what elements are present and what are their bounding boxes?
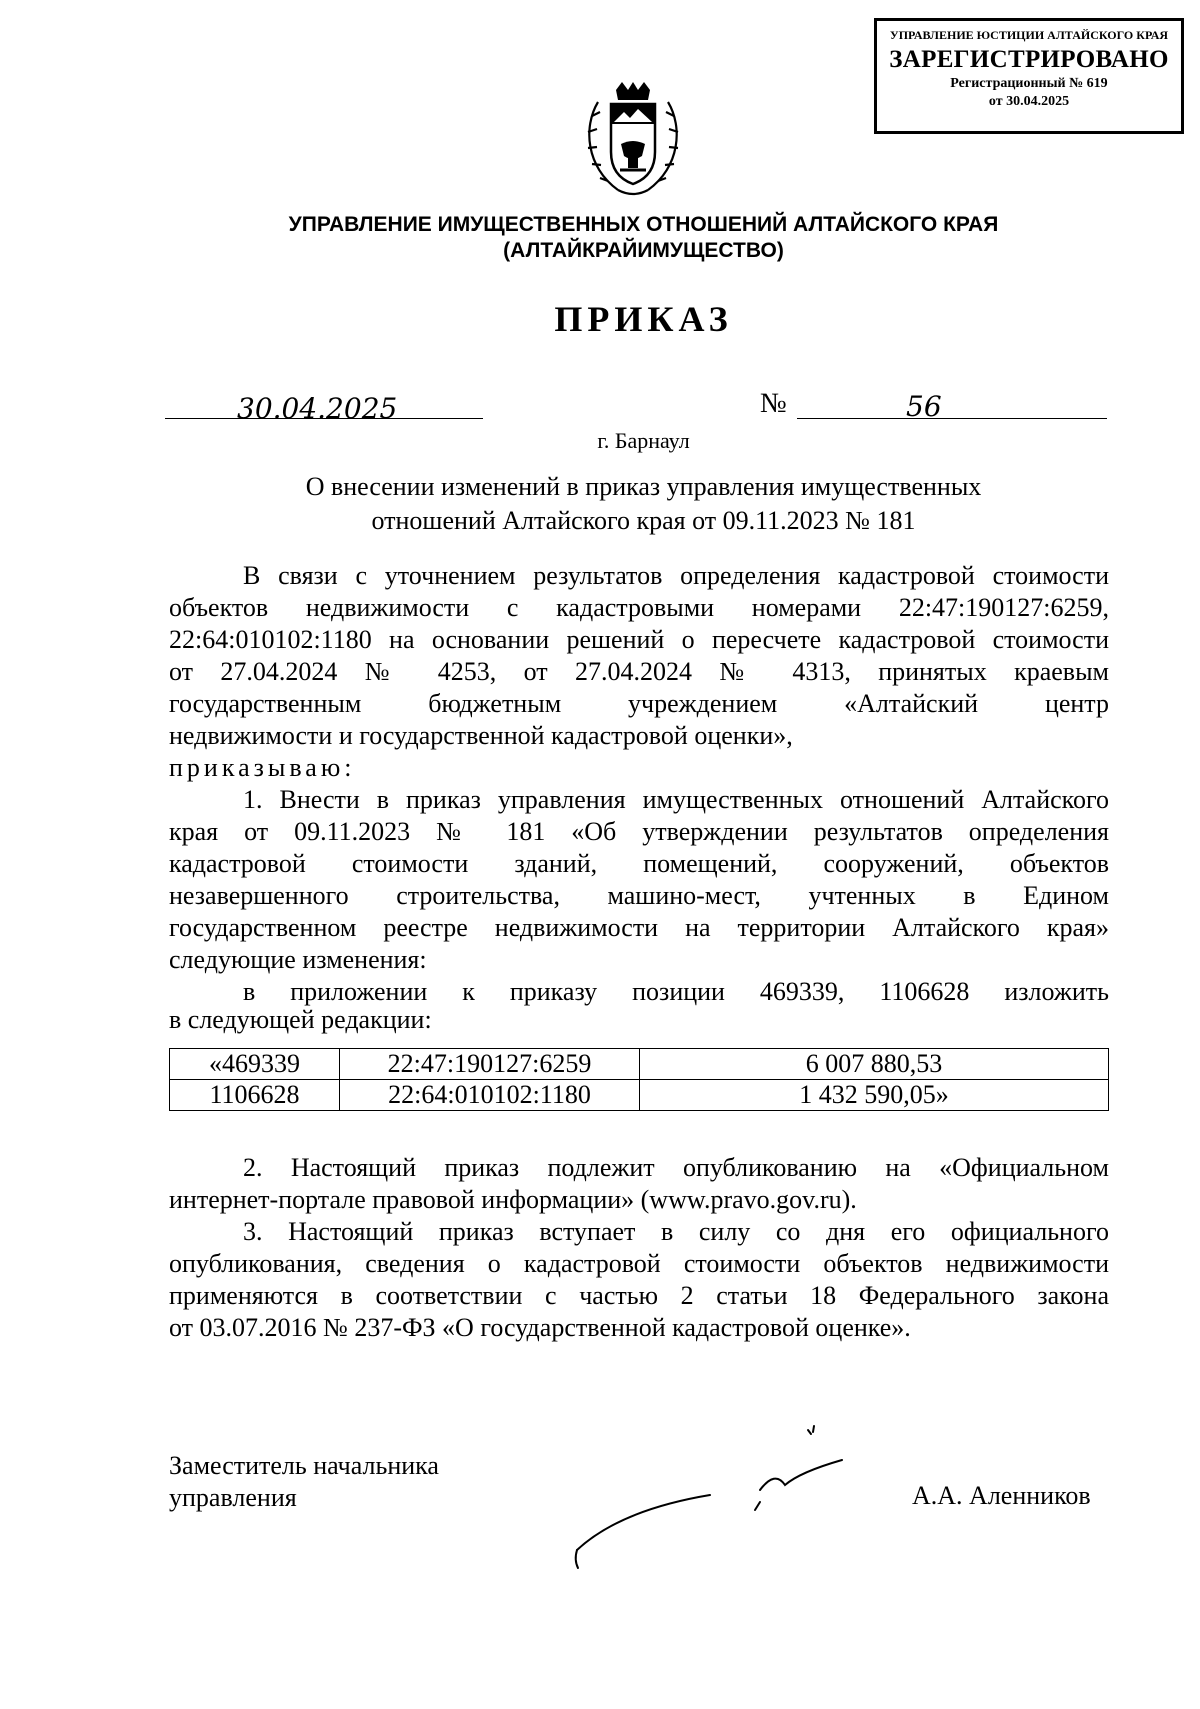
city: г. Барнаул: [597, 428, 690, 453]
table-row: [170, 1080, 1109, 1111]
item2-line: интернет-портале правовой информации» (www.pravo.gov.ru).: [169, 1185, 857, 1214]
table-row: [170, 1049, 1109, 1080]
signatory-position: [169, 1450, 439, 1514]
body-line: от 27.04.2024 № 4253, от 27.04.2024 № 4313, принятых краевым: [169, 657, 1109, 686]
stamp-status: ЗАРЕГИСТРИРОВАНО: [889, 46, 1169, 73]
stamp-authority: УПРАВЛЕНИЕ ЮСТИЦИИ АЛТАЙСКОГО КРАЯ: [889, 28, 1169, 42]
organization-name: [0, 212, 1200, 264]
order-body: [169, 560, 1109, 1032]
stamp-reg-number: Регистрационный № 619: [950, 76, 1108, 91]
item1-sub-line: в приложении к приказу позиции 469339, 1106628 изложить: [243, 977, 1109, 1006]
stamp-reg-date: от 30.04.2025: [988, 94, 1070, 109]
item3-line: применяются в соответствии с частью 2 статьи 18 Федерального закона: [169, 1281, 1109, 1310]
signatory-position-line2: управления: [169, 1483, 297, 1512]
body-line: недвижимости и государственной кадастровой оценки»,: [169, 721, 793, 750]
subject-line2: отношений Алтайского края от 09.11.2023 № 181: [371, 506, 916, 535]
table-cell-cadastral-number: 22:47:190127:6259: [340, 1049, 640, 1080]
item1-line: следующие изменения:: [169, 945, 427, 974]
item3-line: от 03.07.2016 № 237-ФЗ «О государственной кадастровой оценке».: [169, 1313, 911, 1342]
organization-name-line1: УПРАВЛЕНИЕ ИМУЩЕСТВЕННЫХ ОТНОШЕНИЙ АЛТАЙСКОГО КРАЯ: [288, 213, 999, 236]
item1-sub-line: в следующей редакции:: [169, 1005, 432, 1034]
table-cell-position: «469339: [170, 1049, 340, 1080]
document-type-title: ПРИКАЗ: [554, 299, 733, 339]
signatory-position-line1: Заместитель начальника: [169, 1451, 439, 1480]
positions-table: [169, 1048, 1109, 1111]
item1-line: кадастровой стоимости зданий, помещений, сооружений, объектов: [169, 849, 1109, 878]
number-underline: [797, 418, 1107, 419]
table-cell-value: 1 432 590,05»: [640, 1080, 1109, 1111]
coat-of-arms-icon: [578, 82, 688, 202]
table-cell-value: 6 007 880,53: [640, 1049, 1109, 1080]
number-label: №: [760, 388, 787, 419]
item1-line: 1. Внести в приказ управления имущественных отношений Алтайского: [243, 785, 1109, 814]
order-subject: [0, 470, 1200, 538]
item2-line: 2. Настоящий приказ подлежит опубликованию на «Официальном: [243, 1153, 1109, 1182]
order-word: приказываю:: [169, 753, 356, 782]
item1-line: края от 09.11.2023 № 181 «Об утверждении результатов определения: [169, 817, 1109, 846]
table-cell-position: 1106628: [170, 1080, 340, 1111]
body-line: В связи с уточнением результатов определения кадастровой стоимости: [243, 561, 1109, 590]
handwritten-signature: [560, 1400, 860, 1590]
item3-line: 3. Настоящий приказ вступает в силу со дня его официального: [243, 1217, 1109, 1246]
order-items-2-3: [169, 1152, 1109, 1344]
body-line: 22:64:010102:1180 на основании решений о пересчете кадастровой стоимости: [169, 625, 1109, 654]
item1-line: государственном реестре недвижимости на территории Алтайского края»: [169, 913, 1109, 942]
subject-line1: О внесении изменений в приказ управления имущественных: [305, 472, 982, 501]
body-line: объектов недвижимости с кадастровыми номерами 22:47:190127:6259,: [169, 593, 1109, 622]
registration-stamp: [874, 18, 1184, 134]
order-number: 56: [906, 390, 942, 423]
signatory-name: А.А. Аленников: [912, 1481, 1091, 1510]
item1-line: незавершенного строительства, машино-мест, учтенных в Едином: [169, 881, 1109, 910]
body-line: государственным бюджетным учреждением «Алтайский центр: [169, 689, 1109, 718]
table-cell-cadastral-number: 22:64:010102:1180: [340, 1080, 640, 1111]
order-date: 30.04.2025: [237, 392, 398, 425]
item3-line: опубликования, сведения о кадастровой стоимости объектов недвижимости: [169, 1249, 1109, 1278]
organization-name-line2: (АЛТАЙКРАЙИМУЩЕСТВО): [503, 239, 784, 262]
